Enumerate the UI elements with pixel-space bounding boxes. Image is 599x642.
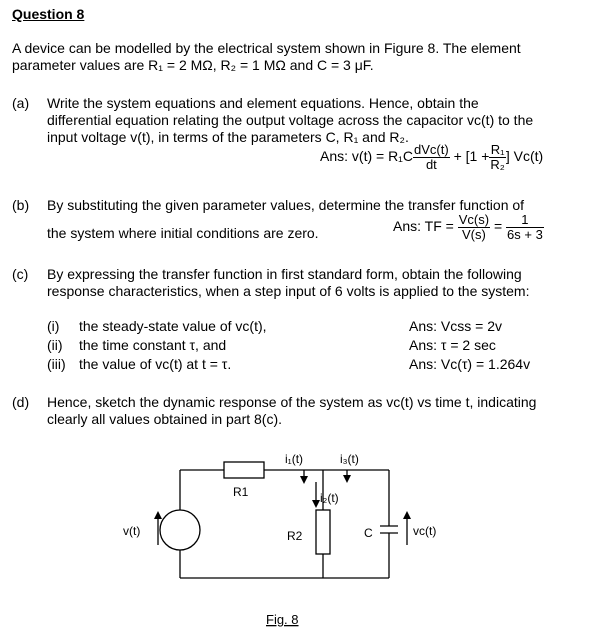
part-b-line-2: the system where initial conditions are zero.: [47, 225, 319, 241]
resistor-r1: [224, 462, 264, 478]
label-i3: i₃(t): [340, 452, 359, 466]
part-c-item-1-answer: Ans: Vcss = 2v: [409, 318, 502, 334]
part-c-line-2: response characteristics, when a step input of 6 volts is applied to the system:: [47, 283, 530, 299]
label-vc: vc(t): [413, 524, 437, 538]
part-b-frac2-den: 6s + 3: [507, 227, 543, 242]
part-b-frac1-den: V(s): [461, 227, 486, 242]
part-c-label: (c): [12, 266, 29, 282]
part-b-eq: =: [493, 218, 503, 235]
label-i2: i₂(t): [320, 491, 339, 505]
figure-caption: Fig. 8: [266, 612, 299, 627]
label-vt: v(t): [123, 524, 141, 538]
part-a-line-3: input voltage v(t), in terms of the parameters C, R₁ and R₂.: [47, 129, 409, 145]
part-c-line-1: By expressing the transfer function in first standard form, obtain the following: [47, 266, 522, 282]
resistor-r2: [316, 510, 330, 554]
part-a-frac2-num: R₁: [490, 142, 505, 157]
voltage-source: [160, 510, 200, 550]
part-b-ans-prefix: Ans: TF =: [393, 218, 454, 235]
question-title: Question 8: [12, 6, 85, 22]
part-c-item-3-text: the value of vc(t) at t = τ.: [79, 356, 232, 372]
part-a-line-2: differential equation relating the output voltage across the capacitor vc(t) to the: [47, 112, 534, 128]
part-a-frac2-den: R₂: [490, 157, 505, 172]
part-c-item-3-label: (iii): [47, 356, 66, 372]
part-d-label: (d): [12, 394, 30, 410]
part-c-item-2-answer: Ans: τ = 2 sec: [409, 337, 496, 353]
part-a-ans-mid: + [1 +: [453, 148, 490, 165]
part-b-frac2-num: 1: [506, 213, 544, 228]
part-c-item-2-label: (ii): [47, 337, 63, 353]
part-a-line-1: Write the system equations and element equations. Hence, obtain the: [47, 95, 479, 111]
label-r2: R2: [287, 529, 303, 543]
part-d-line-2: clearly all values obtained in part 8(c).: [47, 411, 283, 427]
intro-line-1: A device can be modelled by the electrical system shown in Figure 8. The element: [12, 40, 521, 56]
part-a-frac1-num: dVc(t): [414, 142, 449, 157]
part-c-item-1-label: (i): [47, 318, 60, 334]
part-a-ans-prefix: Ans: v(t) = R₁C: [320, 148, 414, 165]
part-b-line-1: By substituting the given parameter values, determine the transfer function of: [47, 197, 525, 213]
part-c-item-1-text: the steady-state value of vc(t),: [79, 318, 267, 334]
i2-arrow-head: [312, 500, 320, 508]
label-c: C: [364, 526, 373, 540]
intro-line-2: parameter values are R₁ = 2 MΩ, R₂ = 1 MΩ and C = 3 μF.: [12, 57, 374, 73]
part-a-frac1-den: dt: [425, 157, 437, 172]
part-a-ans-suffix: ] Vc(t): [505, 148, 544, 165]
i3-arrow-head: [343, 475, 351, 483]
part-a-label: (a): [12, 95, 30, 111]
label-i1: i₁(t): [285, 452, 304, 466]
part-b-frac1-num: Vc(s): [458, 212, 490, 227]
part-c-item-3-answer: Ans: Vc(τ) = 1.264v: [409, 356, 531, 372]
vt-arrow-head: [154, 511, 162, 519]
part-c-item-2-text: the time constant τ, and: [79, 337, 227, 353]
i1-arrow-head: [300, 476, 308, 484]
part-d-line-1: Hence, sketch the dynamic response of the system as vc(t) vs time t, indicating: [47, 394, 537, 410]
label-r1: R1: [233, 485, 249, 499]
vc-arrow-head: [403, 511, 411, 519]
part-b-label: (b): [12, 197, 30, 213]
